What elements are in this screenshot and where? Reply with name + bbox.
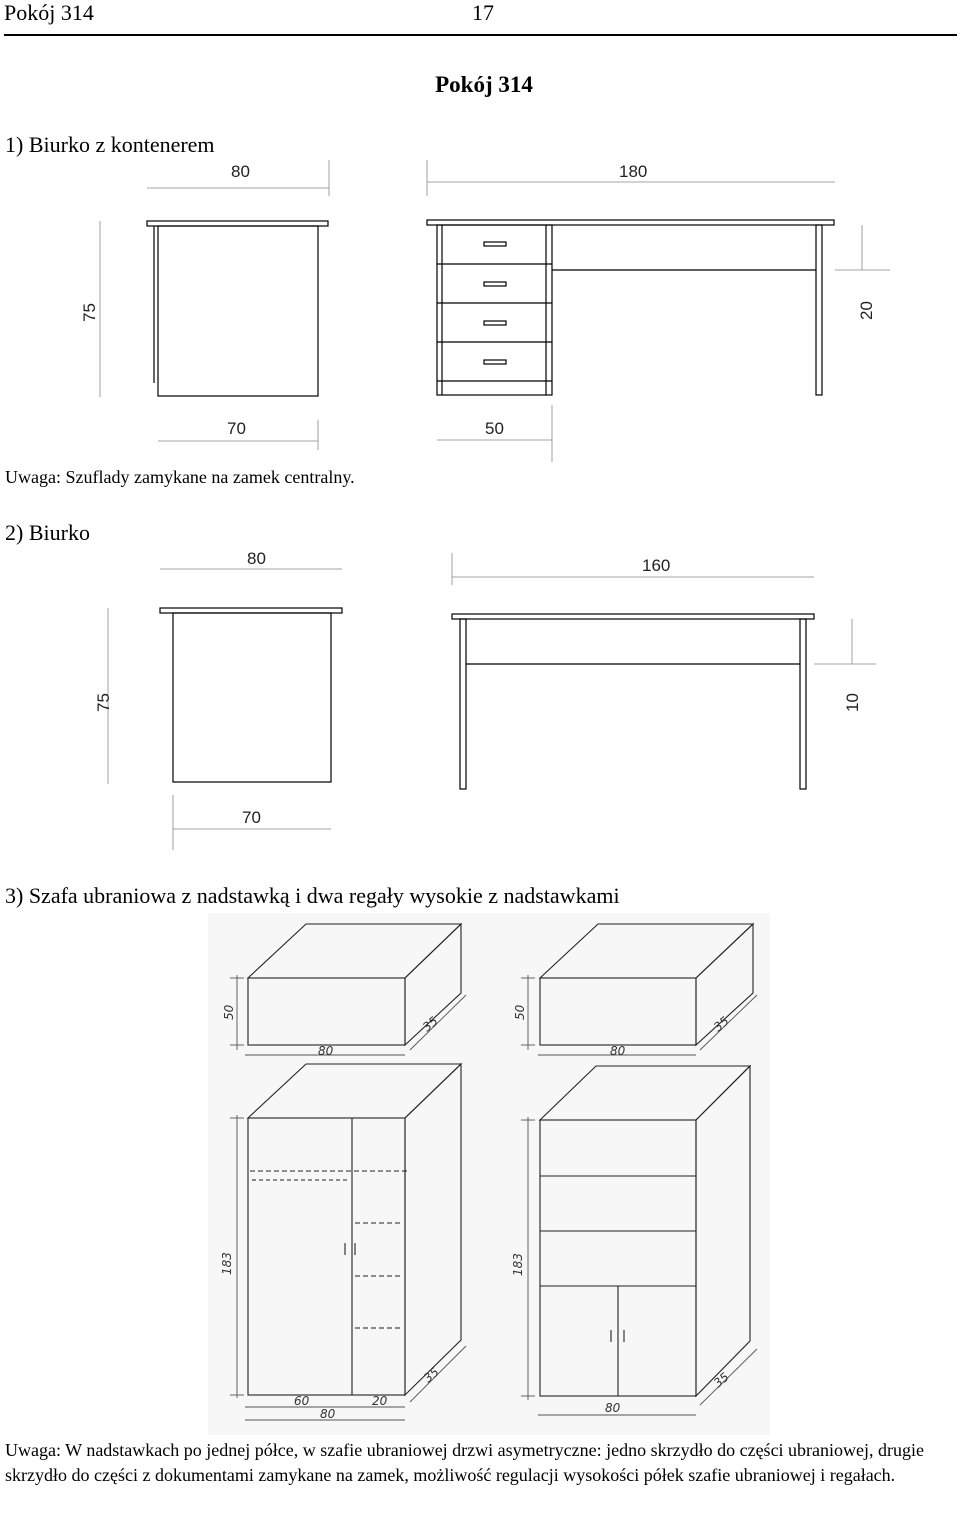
dim3-right-body-width-label: 80 (605, 1401, 621, 1415)
dim3-right-top-depth-label: 35 (710, 1013, 732, 1035)
dim2-side-width-label: 80 (247, 549, 266, 568)
header-left-title: Pokój 314 (4, 0, 94, 25)
dim3-right-body-depth-label: 35 (710, 1369, 732, 1391)
desk-with-container-drawing (0, 0, 960, 470)
dim3-body-height-label: 183 (220, 1252, 234, 1275)
dim-height-label: 75 (80, 303, 99, 322)
dim2-modesty-label: 10 (843, 693, 862, 712)
page-title: Pokój 314 (435, 72, 533, 97)
dim3-top-width-label: 80 (318, 1044, 334, 1058)
dim-side-depth-label: 70 (227, 419, 246, 438)
section2-heading: 2) Biurko (5, 520, 90, 545)
dim3-top-height-label: 50 (222, 1004, 236, 1020)
dim3-right-part-label: 20 (372, 1394, 388, 1408)
dim2-side-depth-label: 70 (242, 808, 261, 827)
dim-container-label: 50 (485, 419, 504, 438)
dim-front-width-label: 180 (619, 162, 648, 181)
dim3-body-depth-label: 35 (420, 1364, 442, 1386)
section1-heading: 1) Biurko z kontenerem (5, 132, 215, 157)
dim3-top-depth-label: 35 (419, 1013, 441, 1035)
wardrobe-drawing (0, 912, 960, 1437)
dim3-body-width-label: 80 (320, 1407, 336, 1421)
section1-note: Uwaga: Szuflady zamykane na zamek centralny. (5, 467, 355, 487)
dim3-left-part-label: 60 (294, 1394, 310, 1408)
dim2-height-label: 75 (94, 693, 113, 712)
desk-drawing (0, 530, 960, 860)
dim-side-width-label: 80 (231, 162, 250, 181)
dim-modesty-label: 20 (857, 301, 876, 320)
section3-heading: 3) Szafa ubraniowa z nadstawką i dwa regały wysokie z nadstawkami (5, 883, 620, 908)
dim3-right-top-width-label: 80 (610, 1044, 626, 1058)
page-number: 17 (472, 0, 494, 25)
dim3-right-top-height-label: 50 (513, 1004, 527, 1020)
final-note: Uwaga: W nadstawkach po jednej półce, w szafie ubraniowej drzwi asymetryczne: jedno skrzydło do części ubraniowej, drugie skrzydło do części z dokumentami zamykane na zamek, możliwość regulacji wysokości półek szafie ubraniowej i regałach. (5, 1440, 925, 1485)
dim3-right-body-height-label: 183 (511, 1253, 525, 1276)
dim2-front-width-label: 160 (642, 556, 671, 575)
